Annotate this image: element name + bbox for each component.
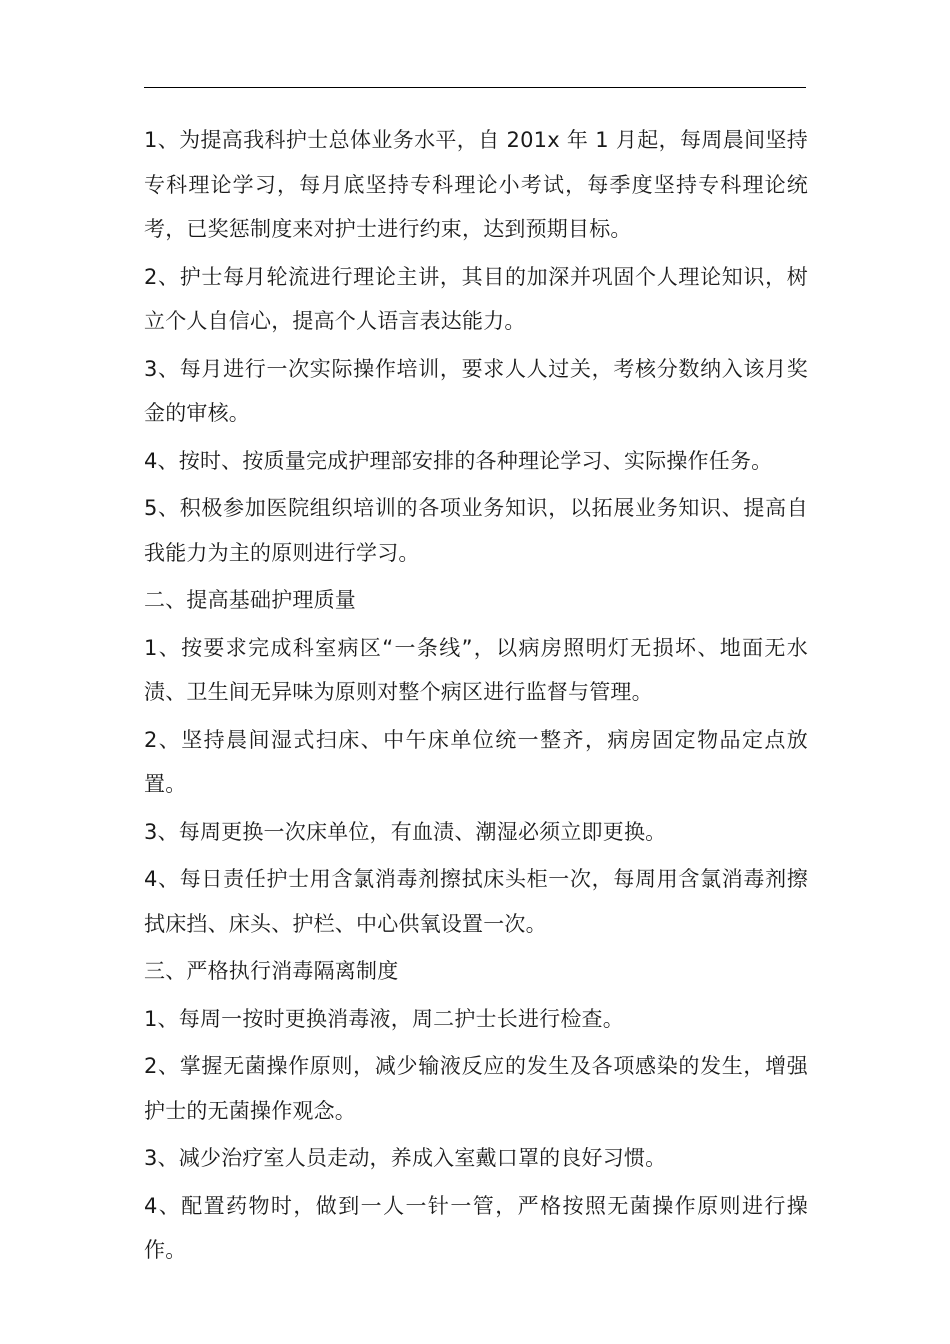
header-rule	[144, 87, 806, 88]
paragraph-disinfection-3: 3、减少治疗室人员走动，养成入室戴口罩的良好习惯。	[144, 1146, 667, 1170]
paragraph-training-5: 5、积极参加医院组织培训的各项业务知识，以拓展业务知识、提高自我能力为主的原则进行学习。	[144, 496, 808, 565]
paragraph-training-3: 3、每月进行一次实际操作培训，要求人人过关，考核分数纳入该月奖金的审核。	[144, 356, 808, 425]
section-heading-basic-care: 二、提高基础护理质量	[144, 588, 356, 612]
document-body	[144, 118, 808, 1276]
paragraph-disinfection-1: 1、每周一按时更换消毒液，周二护士长进行检查。	[144, 1006, 624, 1031]
paragraph-training-4: 4、按时、按质量完成护理部安排的各种理论学习、实际操作任务。	[144, 448, 773, 473]
paragraph-disinfection-2: 2、掌握无菌操作原则，减少输液反应的发生及各项感染的发生，增强护士的无菌操作观念。	[144, 1054, 808, 1123]
paragraph-basic-care-2: 2、坚持晨间湿式扫床、中午床单位统一整齐，病房固定物品定点放置。	[144, 727, 808, 796]
paragraph-basic-care-3: 3、每周更换一次床单位，有血渍、潮湿必须立即更换。	[144, 819, 667, 844]
paragraph-basic-care-4: 4、每日责任护士用含氯消毒剂擦拭床头柜一次，每周用含氯消毒剂擦拭床挡、床头、护栏、中心供氧设置一次。	[144, 867, 808, 936]
paragraph-disinfection-4: 4、配置药物时，做到一人一针一管，严格按照无菌操作原则进行操作。	[144, 1193, 808, 1262]
paragraph-training-2: 2、护士每月轮流进行理论主讲，其目的加深并巩固个人理论知识，树立个人自信心，提高个人语言表达能力。	[144, 264, 808, 333]
section-heading-disinfection: 三、严格执行消毒隔离制度	[144, 959, 399, 983]
paragraph-training-1: 1、为提高我科护士总体业务水平，自 201x 年 1 月起，每周晨间坚持专科理论学习，每月底坚持专科理论小考试，每季度坚持专科理论统考，已奖惩制度来对护士进行约束，达到预期目标。	[144, 128, 808, 241]
paragraph-basic-care-1: 1、按要求完成科室病区“一条线”，以病房照明灯无损坏、地面无水渍、卫生间无异味为原则对整个病区进行监督与管理。	[144, 635, 808, 704]
